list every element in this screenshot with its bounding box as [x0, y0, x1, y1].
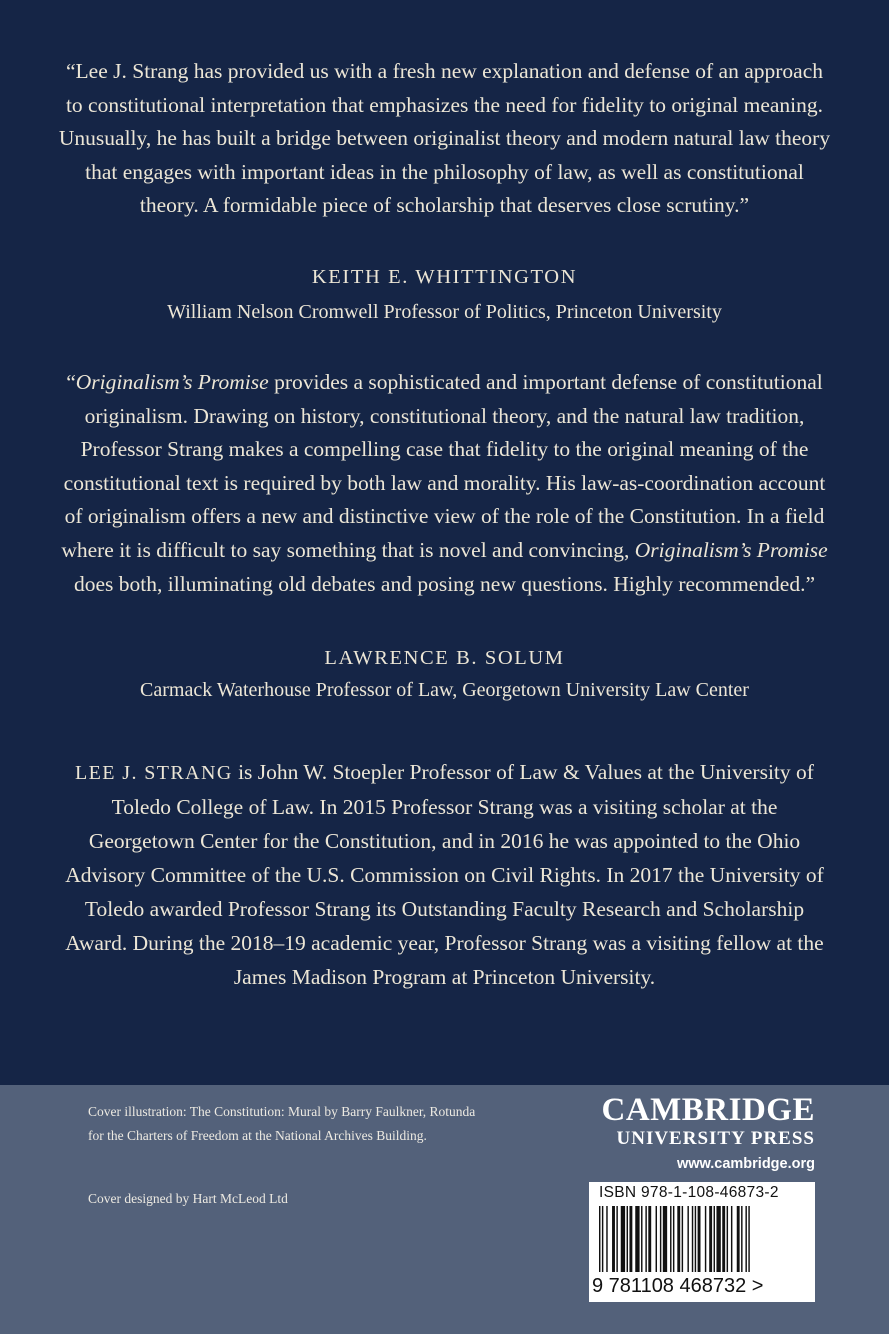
- blurb-quote-1: “Lee J. Strang has provided us with a fresh new explanation and defense of an approach to constitutional interpretation that emphasizes the need for fidelity to original meaning. Unusually, he has built a bridge between originalist theory and modern natural law theory that engages with important ideas in the philosophy of law, as well as constitutional theory. A formidable piece of scholarship that deserves close scrutiny.”: [58, 59, 831, 218]
- book-title-italic: Originalism’s Promise: [75, 370, 269, 394]
- barcode-bar: [692, 1206, 693, 1272]
- barcode-bar: [648, 1206, 651, 1272]
- barcode-bar: [645, 1206, 646, 1272]
- blurb-author-1: KEITH E. WHITTINGTON: [311, 266, 578, 288]
- publisher-subtitle: UNIVERSITY PRESS: [616, 1128, 815, 1149]
- blurb-author-2: LAWRENCE B. SOLUM: [324, 647, 565, 669]
- barcode-bar: [737, 1206, 740, 1272]
- barcode-bar: [722, 1206, 725, 1272]
- barcode-bar: [660, 1206, 661, 1272]
- barcode-bar: [748, 1206, 749, 1272]
- barcode-bar: [741, 1206, 742, 1272]
- barcode-bar: [682, 1206, 683, 1272]
- isbn-number: ISBN 978-1-108-46873-2: [599, 1184, 779, 1201]
- barcode-bar: [709, 1206, 712, 1272]
- isbn-barcode: [589, 1182, 815, 1302]
- barcode-bar: [641, 1206, 642, 1272]
- barcode-bar: [599, 1206, 600, 1272]
- publisher-logo: [585, 1092, 815, 1176]
- blurb-affiliation-1: William Nelson Cromwell Professor of Politics, Princeton University: [167, 301, 722, 323]
- barcode-bar: [673, 1206, 674, 1272]
- quote-open-mark: “: [66, 370, 76, 394]
- barcode-bar: [602, 1206, 603, 1272]
- blurb-quote-2: [58, 366, 831, 601]
- barcode-bar: [656, 1206, 657, 1272]
- barcode-bar: [606, 1206, 607, 1272]
- publisher-url: www.cambridge.org: [676, 1156, 815, 1172]
- barcode-bar: [677, 1206, 680, 1272]
- barcode-bar: [670, 1206, 671, 1272]
- barcode-bar: [731, 1206, 732, 1272]
- barcode-bar: [635, 1206, 639, 1272]
- barcode-bars-icon: [595, 1206, 809, 1276]
- book-title-italic-2: Originalism’s Promise: [634, 537, 828, 562]
- cover-design-credit: Cover designed by Hart McLeod Ltd: [88, 1191, 288, 1206]
- publisher-name: CAMBRIDGE: [601, 1092, 815, 1128]
- author-bio-name: LEE J. STRANG: [75, 762, 233, 784]
- quote-2-text-b: does both, illuminating old debates and posing new questions. Highly recommended.”: [73, 571, 816, 596]
- barcode-bar: [616, 1206, 617, 1272]
- barcode-bar: [727, 1206, 728, 1272]
- barcode-bar: [663, 1206, 667, 1272]
- quote-2-text-a: provides a sophisticated and important defense of constitutional originalism. Drawing on history, constitutional theory, and the natural law tradition, Professor Strang makes a compelling case that fidelity to the original meaning of the constitutional text is required by both law and morality. His law-as-coordination account of originalism offers a new and distinctive view of the role of the Constitution. In a field where it is difficult to say something that is novel and convincing,: [61, 370, 826, 562]
- barcode-bar: [687, 1206, 688, 1272]
- barcode-bar: [612, 1206, 615, 1272]
- barcode-bar: [629, 1206, 632, 1272]
- ean-digits: 9 781108 468732 >: [592, 1275, 764, 1297]
- barcode-bar: [745, 1206, 746, 1272]
- cover-illustration-credit: Cover illustration: The Constitution: Mural by Barry Faulkner, Rotunda for the Charters of Freedom at the National Archives Building.: [88, 1104, 476, 1143]
- barcode-bar: [714, 1206, 715, 1272]
- author-bio: [58, 755, 831, 994]
- barcode-bar: [698, 1206, 701, 1272]
- blurb-affiliation-2: Carmack Waterhouse Professor of Law, Georgetown University Law Center: [140, 679, 749, 701]
- barcode-bar: [627, 1206, 628, 1272]
- barcode-bar: [621, 1206, 625, 1272]
- barcode-bar: [695, 1206, 696, 1272]
- barcode-bar: [716, 1206, 720, 1272]
- barcode-bar: [705, 1206, 706, 1272]
- author-bio-text: is John W. Stoepler Professor of Law & Values at the University of Toledo College of Law. In 2015 Professor Strang was a visiting scholar at the Georgetown Center for the Constitution, and in 2016 he was appointed to the Ohio Advisory Committee of the U.S. Commission on Civil Rights. In 2017 the University of Toledo awarded Professor Strang its Outstanding Faculty Research and Scholarship Award. During the 2018–19 academic year, Professor Strang was a visiting fellow at the James Madison Program at Princeton University.: [65, 760, 824, 989]
